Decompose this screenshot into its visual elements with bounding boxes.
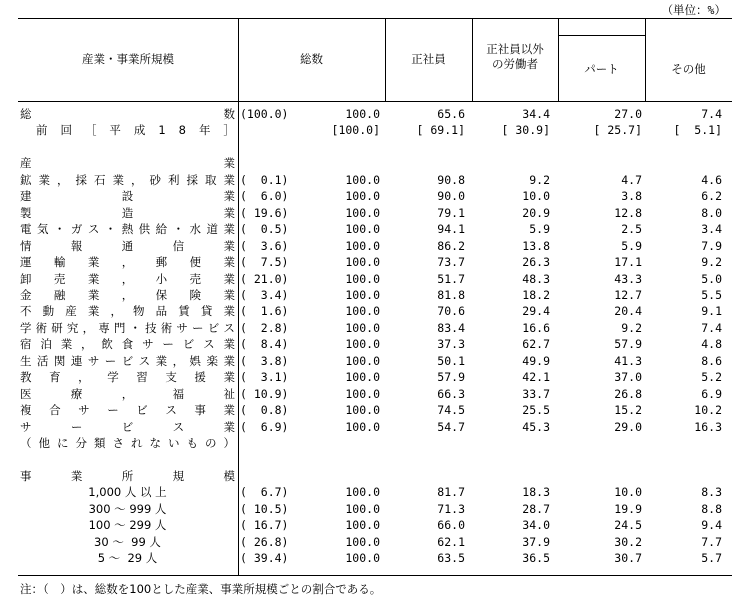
- row-non-regular: 25.5: [522, 403, 550, 418]
- header-bottom-rule: [18, 101, 732, 102]
- row-share: ( 7.5): [240, 255, 289, 270]
- row-total: 100.0: [345, 370, 380, 385]
- row-total: 100.0: [345, 419, 380, 434]
- row-other: 9.2: [701, 255, 722, 270]
- header-other: その他: [671, 62, 706, 76]
- table-row: [0, 106, 750, 122]
- row-part: 9.2: [621, 320, 642, 335]
- row-other: 7.7: [701, 534, 722, 549]
- row-total: 100.0: [345, 501, 380, 516]
- row-label: 総 数: [20, 107, 235, 121]
- row-total: 100.0: [345, 485, 380, 500]
- row-total: 100.0: [345, 403, 380, 418]
- row-total: 100.0: [345, 518, 380, 533]
- row-regular: 57.9: [437, 370, 465, 385]
- row-label: 5 ～ 29 人: [97, 551, 158, 566]
- row-share: ( 2.8): [240, 320, 289, 335]
- table-row: [0, 139, 750, 155]
- row-label: 卸 売 業 ， 小 売 業: [20, 271, 235, 286]
- row-other: 5.5: [701, 287, 722, 302]
- table-row: [0, 238, 750, 254]
- row-other: 5.7: [701, 551, 722, 566]
- row-total: 100.0: [345, 353, 380, 368]
- table-row: [0, 221, 750, 237]
- table-row: [0, 386, 750, 402]
- row-share: ( 3.6): [240, 238, 289, 253]
- table-row: [0, 550, 750, 566]
- row-label: 複 合 サ ー ビ ス 事 業: [20, 403, 235, 418]
- row-part: 37.0: [614, 370, 642, 385]
- row-share: ( 8.4): [240, 337, 289, 352]
- row-share: ( 3.8): [240, 353, 289, 368]
- row-total: 100.0: [345, 271, 380, 286]
- row-share: ( 3.4): [240, 287, 289, 302]
- table-row: [0, 336, 750, 352]
- row-part: 12.7: [614, 287, 642, 302]
- row-share: ( 16.7): [240, 518, 289, 533]
- table-row: [0, 435, 750, 451]
- table-row: [0, 451, 750, 467]
- row-other: 5.0: [701, 271, 722, 286]
- row-other: 6.9: [701, 386, 722, 401]
- row-regular: 86.2: [437, 238, 465, 253]
- row-total: 100.0: [345, 189, 380, 204]
- row-other: [ 5.1]: [673, 123, 722, 138]
- table-row: [0, 320, 750, 336]
- header-non-regular: [472, 42, 558, 72]
- table-row: [0, 254, 750, 270]
- row-label: 学 術 研 究 ， 専 門 ・ 技 術 サ ー ビ ス: [20, 320, 235, 335]
- row-regular: 90.0: [437, 189, 465, 204]
- table-row: [0, 172, 750, 188]
- row-other: 4.8: [701, 337, 722, 352]
- row-part: 3.8: [621, 189, 642, 204]
- row-share: (100.0): [240, 107, 289, 121]
- row-regular: 81.8: [437, 287, 465, 302]
- row-other: 10.2: [694, 403, 722, 418]
- row-other: 4.6: [701, 172, 722, 187]
- row-part: 57.9: [614, 337, 642, 352]
- row-label: 300 ～ 999 人: [88, 501, 167, 516]
- header-category: 産業・事業所規模: [82, 52, 174, 66]
- row-label: 生 活 関 連 サ ー ビ ス 業 ， 娯 楽 業: [20, 353, 235, 368]
- row-total: 100.0: [345, 238, 380, 253]
- row-other: 8.3: [701, 485, 722, 500]
- row-share: ( 21.0): [240, 271, 289, 286]
- row-total: 100.0: [345, 205, 380, 220]
- row-non-regular: 28.7: [522, 501, 550, 516]
- row-part: 20.4: [614, 304, 642, 319]
- row-label: 宿 泊 業 ， 飲 食 サ ー ビ ス 業: [20, 337, 235, 352]
- row-part: [ 25.7]: [593, 123, 642, 138]
- row-non-regular: 9.2: [529, 172, 550, 187]
- row-non-regular: 18.2: [522, 287, 550, 302]
- row-other: 7.4: [701, 107, 722, 121]
- row-regular: 94.1: [437, 222, 465, 237]
- unit-label: （単位：%）: [661, 3, 726, 17]
- row-total: 100.0: [345, 304, 380, 319]
- row-label: 鉱 業 ， 採 石 業 ， 砂 利 採 取 業: [20, 172, 235, 187]
- row-label: 情 報 通 信 業: [20, 238, 235, 253]
- row-total: 100.0: [345, 255, 380, 270]
- row-share: ( 6.7): [240, 485, 289, 500]
- row-share: ( 26.8): [240, 534, 289, 549]
- row-regular: 83.4: [437, 320, 465, 335]
- header-non-regular-line2: の労働者: [492, 57, 538, 71]
- row-label: 1,000 人 以 上: [88, 485, 167, 500]
- row-label: 製 造 業: [20, 205, 235, 220]
- table-row: [0, 271, 750, 287]
- row-non-regular: 13.8: [522, 238, 550, 253]
- row-non-regular: 42.1: [522, 370, 550, 385]
- row-label: 事 業 所 規 模: [20, 468, 235, 483]
- row-total: 100.0: [345, 534, 380, 549]
- row-part: 5.9: [621, 238, 642, 253]
- row-label: サ ー ビ ス 業: [20, 419, 235, 434]
- row-share: ( 0.5): [240, 222, 289, 237]
- row-regular: 63.5: [437, 551, 465, 566]
- row-label: 建 設 業: [20, 189, 235, 204]
- row-share: ( 10.9): [240, 386, 289, 401]
- row-regular: 65.6: [437, 107, 465, 121]
- row-non-regular: 62.7: [522, 337, 550, 352]
- row-total: 100.0: [345, 287, 380, 302]
- row-part: 43.3: [614, 271, 642, 286]
- row-total: 100.0: [345, 320, 380, 335]
- table-row: [0, 188, 750, 204]
- row-regular: 79.1: [437, 205, 465, 220]
- row-part: 26.8: [614, 386, 642, 401]
- header-regular: 正社員: [411, 52, 446, 66]
- row-regular: [ 69.1]: [416, 123, 465, 138]
- row-regular: 74.5: [437, 403, 465, 418]
- row-non-regular: [ 30.9]: [501, 123, 550, 138]
- column-divider: [558, 18, 559, 101]
- table-row: [0, 155, 750, 171]
- row-label: 前 回 ［ 平 成 1 8 年 ］: [36, 123, 235, 138]
- header-part: パート: [584, 62, 619, 76]
- table-row: [0, 468, 750, 484]
- row-non-regular: 26.3: [522, 255, 550, 270]
- row-regular: 90.8: [437, 172, 465, 187]
- row-part: 30.7: [614, 551, 642, 566]
- row-non-regular: 34.4: [522, 107, 550, 121]
- row-other: 7.4: [701, 320, 722, 335]
- row-non-regular: 5.9: [529, 222, 550, 237]
- row-total: 100.0: [345, 386, 380, 401]
- row-label: 電 気 ・ ガ ス ・ 熱 供 給 ・ 水 道 業: [20, 222, 235, 237]
- row-regular: 37.3: [437, 337, 465, 352]
- row-non-regular: 49.9: [522, 353, 550, 368]
- row-part: 27.0: [614, 107, 642, 121]
- row-total: 100.0: [345, 107, 380, 121]
- row-non-regular: 20.9: [522, 205, 550, 220]
- row-non-regular: 16.6: [522, 320, 550, 335]
- row-label: 産 業: [20, 156, 235, 171]
- row-part: 41.3: [614, 353, 642, 368]
- row-label: 運 輸 業 ， 郵 便 業: [20, 255, 235, 270]
- row-share: ( 39.4): [240, 551, 289, 566]
- table-row: [0, 287, 750, 303]
- row-other: 8.8: [701, 501, 722, 516]
- row-non-regular: 33.7: [522, 386, 550, 401]
- row-other: 3.4: [701, 222, 722, 237]
- table-row: [0, 303, 750, 319]
- row-non-regular: 36.5: [522, 551, 550, 566]
- table-row: [0, 501, 750, 517]
- row-regular: 71.3: [437, 501, 465, 516]
- row-share: ( 19.6): [240, 205, 289, 220]
- column-divider: [558, 35, 645, 36]
- row-regular: 73.7: [437, 255, 465, 270]
- row-regular: 50.1: [437, 353, 465, 368]
- row-non-regular: 48.3: [522, 271, 550, 286]
- row-total: 100.0: [345, 337, 380, 352]
- row-label: 30 ～ 99 人: [94, 534, 161, 549]
- row-part: 19.9: [614, 501, 642, 516]
- row-label: 医 療 ， 福 祉: [20, 386, 235, 401]
- row-non-regular: 10.0: [522, 189, 550, 204]
- row-part: 15.2: [614, 403, 642, 418]
- row-non-regular: 45.3: [522, 419, 550, 434]
- table-row: [0, 517, 750, 533]
- row-other: 6.2: [701, 189, 722, 204]
- table-row: [0, 353, 750, 369]
- row-other: 16.3: [694, 419, 722, 434]
- row-share: ( 6.9): [240, 419, 289, 434]
- row-share: ( 10.5): [240, 501, 289, 516]
- table-row: [0, 419, 750, 435]
- header-total: 総数: [300, 52, 323, 66]
- row-part: 24.5: [614, 518, 642, 533]
- row-non-regular: 18.3: [522, 485, 550, 500]
- row-non-regular: 29.4: [522, 304, 550, 319]
- row-non-regular: 34.0: [522, 518, 550, 533]
- footnote: 注：（ ）は、総数を100とした産業、事業所規模ごとの割合である。: [20, 582, 382, 596]
- row-share: ( 1.6): [240, 304, 289, 319]
- row-share: ( 0.1): [240, 172, 289, 187]
- table-row: [0, 534, 750, 550]
- table-bottom-rule: [18, 575, 732, 576]
- row-other: 7.9: [701, 238, 722, 253]
- row-part: 12.8: [614, 205, 642, 220]
- row-share: ( 3.1): [240, 370, 289, 385]
- row-non-regular: 37.9: [522, 534, 550, 549]
- row-total: [100.0]: [331, 123, 380, 138]
- row-regular: 54.7: [437, 419, 465, 434]
- row-regular: 70.6: [437, 304, 465, 319]
- table-row: [0, 402, 750, 418]
- row-label: 金 融 業 ， 保 険 業: [20, 287, 235, 302]
- row-total: 100.0: [345, 172, 380, 187]
- row-other: 8.0: [701, 205, 722, 220]
- row-total: 100.0: [345, 222, 380, 237]
- row-label: 100 ～ 299 人: [88, 518, 167, 533]
- row-part: 4.7: [621, 172, 642, 187]
- table-top-rule: [18, 18, 732, 19]
- row-share: ( 0.8): [240, 403, 289, 418]
- row-part: 29.0: [614, 419, 642, 434]
- row-other: 9.1: [701, 304, 722, 319]
- row-total: 100.0: [345, 551, 380, 566]
- row-label: 教 育 ， 学 習 支 援 業: [20, 370, 235, 385]
- table-row: [0, 369, 750, 385]
- row-other: 5.2: [701, 370, 722, 385]
- column-divider: [645, 18, 646, 101]
- row-label: 不 動 産 業 ， 物 品 賃 貸 業: [20, 304, 235, 319]
- row-share: ( 6.0): [240, 189, 289, 204]
- header-non-regular-line1: 正社員以外: [486, 42, 544, 56]
- table-row: [0, 484, 750, 500]
- row-other: 8.6: [701, 353, 722, 368]
- row-regular: 62.1: [437, 534, 465, 549]
- row-regular: 66.3: [437, 386, 465, 401]
- row-part: 30.2: [614, 534, 642, 549]
- row-label: （ 他 に 分 類 さ れ な い も の ）: [20, 436, 235, 450]
- table-row: [0, 122, 750, 138]
- row-part: 17.1: [614, 255, 642, 270]
- row-part: 2.5: [621, 222, 642, 237]
- row-part: 10.0: [614, 485, 642, 500]
- row-regular: 51.7: [437, 271, 465, 286]
- row-regular: 66.0: [437, 518, 465, 533]
- table-row: [0, 205, 750, 221]
- row-regular: 81.7: [437, 485, 465, 500]
- row-other: 9.4: [701, 518, 722, 533]
